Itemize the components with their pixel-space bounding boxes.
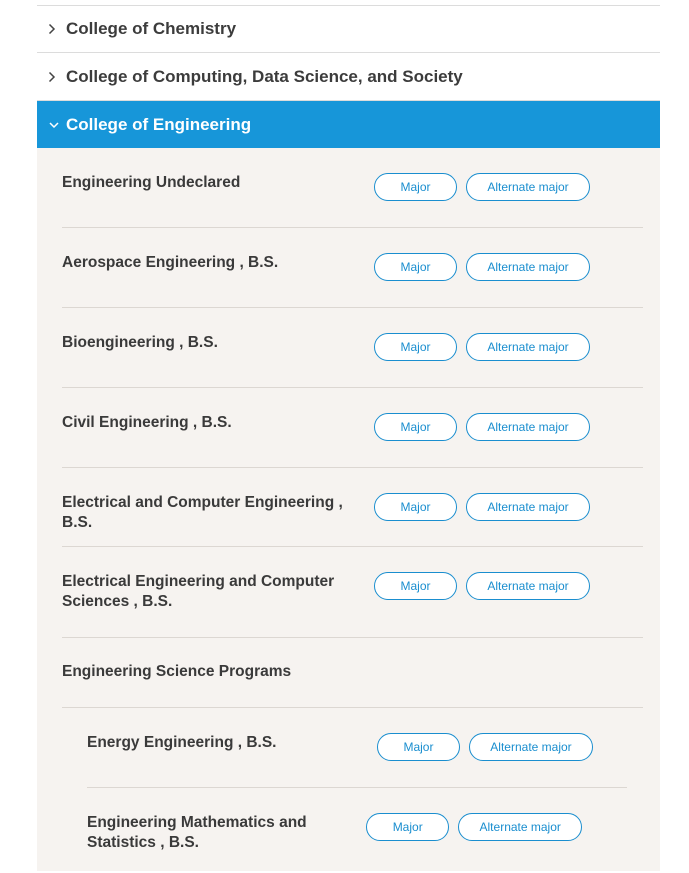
program-name: Energy Engineering , B.S. xyxy=(87,734,277,751)
college-accordion xyxy=(37,0,660,871)
major-button[interactable]: Major xyxy=(374,253,457,281)
program-group-list xyxy=(62,708,643,873)
major-button[interactable]: Major xyxy=(374,173,457,201)
accordion-label: College of Chemistry xyxy=(66,19,237,38)
major-button[interactable]: Major xyxy=(374,413,457,441)
alternate-major-button[interactable]: Alternate major xyxy=(469,733,593,761)
alternate-major-button[interactable]: Alternate major xyxy=(458,813,582,841)
program-row xyxy=(62,468,643,547)
major-button[interactable]: Major xyxy=(374,333,457,361)
program-name: Bioengineering , B.S. xyxy=(62,334,218,351)
accordion-college-of-engineering[interactable] xyxy=(37,101,660,148)
program-name: Civil Engineering , B.S. xyxy=(62,414,232,431)
program-row xyxy=(62,228,643,308)
program-name: Engineering Mathematics and Statistics , B.S. xyxy=(87,814,307,851)
program-row xyxy=(62,388,643,468)
program-row xyxy=(62,547,643,638)
accordion-label: College of Computing, Data Science, and Society xyxy=(66,66,463,86)
alternate-major-button[interactable]: Alternate major xyxy=(466,493,590,521)
major-button[interactable]: Major xyxy=(374,572,457,600)
program-group-title: Engineering Science Programs xyxy=(62,638,643,708)
engineering-programs-panel xyxy=(37,148,660,871)
accordion-college-of-chemistry[interactable] xyxy=(37,5,660,53)
program-name: Electrical Engineering and Computer Sciences , B.S. xyxy=(62,573,335,610)
alternate-major-button[interactable]: Alternate major xyxy=(466,253,590,281)
major-button[interactable]: Major xyxy=(377,733,460,761)
chevron-down-icon xyxy=(48,121,66,129)
program-row xyxy=(62,308,643,388)
program-name: Electrical and Computer Engineering , B.S. xyxy=(62,494,343,531)
alternate-major-button[interactable]: Alternate major xyxy=(466,572,590,600)
alternate-major-button[interactable]: Alternate major xyxy=(466,413,590,441)
program-row xyxy=(87,788,627,873)
chevron-right-icon xyxy=(48,71,66,83)
major-button[interactable]: Major xyxy=(374,493,457,521)
program-row xyxy=(62,148,643,228)
chevron-right-icon xyxy=(48,23,66,35)
program-name: Aerospace Engineering , B.S. xyxy=(62,254,279,271)
program-name: Engineering Undeclared xyxy=(62,174,241,191)
alternate-major-button[interactable]: Alternate major xyxy=(466,173,590,201)
alternate-major-button[interactable]: Alternate major xyxy=(466,333,590,361)
program-row xyxy=(87,708,627,788)
accordion-college-of-computing[interactable] xyxy=(37,53,660,101)
major-button[interactable]: Major xyxy=(366,813,449,841)
accordion-label: College of Engineering xyxy=(66,114,252,134)
